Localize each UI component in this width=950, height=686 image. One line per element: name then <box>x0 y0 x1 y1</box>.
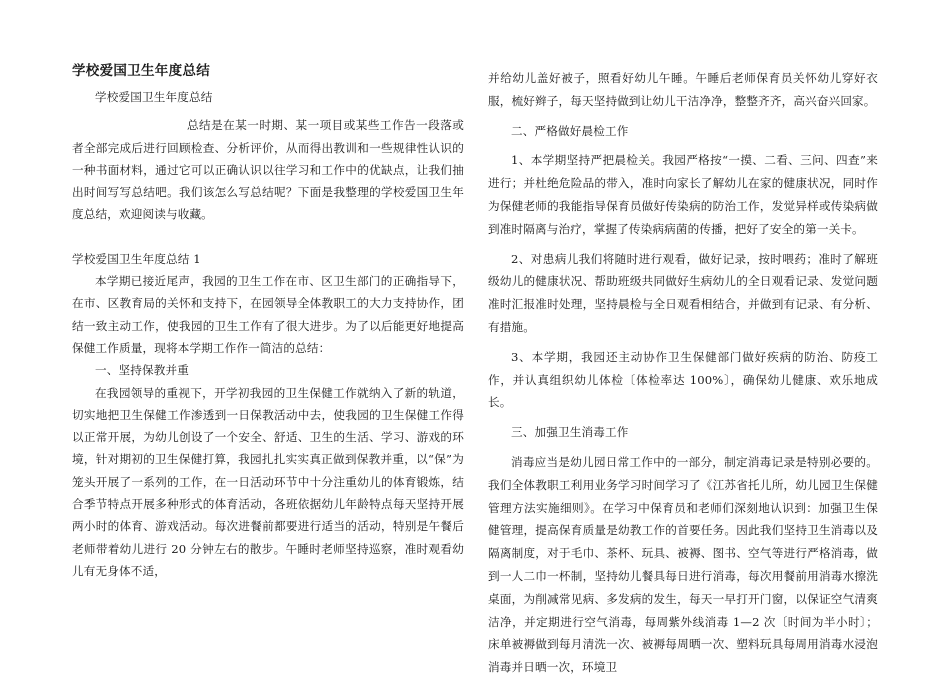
heading-2: 二、严格做好晨检工作 <box>511 123 629 138</box>
heading-1: 一、坚持保教并重 <box>95 363 189 378</box>
heading-3: 三、加强卫生消毒工作 <box>511 425 629 440</box>
paragraph-r4: 消毒应当是幼儿园日常工作中的一部分，制定消毒记录是特别必要的。我们全体教职工利用业务学习时间学习了《江苏省托儿所，幼儿园卫生保健管理方法实施细则》。在学习中保育员和老师们深刻地认识到：加强卫生保健管理，提高保育质量是幼教工作的首要任务。因此我们坚持卫生消毒以及隔离制度，对于毛巾、茶杯、玩具、被褥、图书、空气等进行严格消毒，做到一人二巾一杯制，坚持幼儿餐具每日进行消毒，每次用餐前用消毒水擦洗桌面，为削减常见病、多发病的发生，每天一早打开门窗，以保证空气清爽洁净，并定期进行空气消毒，每周紫外线消毒 1—2 次〔时间为半小时〕；床单被褥做到每月清洗一次、被褥每周晒一次、塑料玩具每周用消毒水浸泡消毒并日晒一次，环境卫 <box>488 454 878 675</box>
paragraph-r3: 3、本学期，我园还主动协作卫生保健部门做好疾病的防治、防疫工作，并认真组织幼儿体检〔体检率达 100%〕，确保幼儿健康、欢乐地成长。 <box>488 349 878 410</box>
paragraph-1: 本学期已接近尾声，我园的卫生工作在市、区卫生部门的正确指导下，在市、区教育局的关怀和支持下，在园领导全体教职工的大力支持协作，团结一致主动工作，使我园的卫生工作有了很大进步。为了以后能更好地提高保健工作质量，现将本学期工作作一简洁的总结： <box>72 274 464 355</box>
paragraph-r1: 1、本学期坚持严把晨检关。我园严格按“一摸、二看、三问、四查”来进行；并杜绝危险品的带入，准时向家长了解幼儿在家的健康状况，同时作为保健老师的我能指导保育员做好传染病的防治工作，发觉异样或传染病做到准时隔离与治疗，掌握了传染病病菌的传播，把好了安全的第一关卡。 <box>488 153 878 236</box>
right-column <box>488 67 878 686</box>
intro-paragraph: 总结是在某一时期、某一项目或某些工作告一段落或者全部完成后进行回顾检查、分析评价，从而得出教训和一些规律性认识的一种书面材料，通过它可以正确认识以往学习和工作中的优缺点，让我们抽出时间写写总结吧。我们该怎么写总结呢？下面是我整理的学校爱国卫生年度总结，欢迎阅读与收藏。 <box>72 118 464 222</box>
paragraph-2: 在我园领导的重视下，开学初我园的卫生保健工作就纳入了新的轨道，切实地把卫生保健工作渗透到一日保教活动中去，使我园的卫生保健工作得以正常开展，为幼儿创设了一个安全、舒适、卫生的生活、学习、游戏的环境，针对期初的卫生保健打算，我园扎扎实实真正做到保教并重，以“保”为笼头开展了一系列的工作，在一日活动环节中十分注重幼儿的体育锻炼，结合季节特点开展多种形式的体育活动，各班依据幼儿年龄特点每天坚持开展两小时的体育、游戏活动。每次进餐前都要进行适当的活动，特别是午餐后老师带着幼儿进行 20 分钟左右的散步。午睡时老师坚持巡察，准时观看幼儿有无身体不适， <box>72 385 464 578</box>
left-column <box>72 62 464 582</box>
section-heading: 学校爱国卫生年度总结 1 <box>72 251 201 266</box>
document-title: 学校爱国卫生年度总结 <box>72 63 210 79</box>
paragraph-r2: 2、对患病儿我们将随时进行观看，做好记录，按时喂药；准时了解班级幼儿的健康状况、帮助班级共同做好生病幼儿的全日观看记录、发觉问题准时汇报准时处理，坚持晨检与全日观看相结合，并做到有记录、有分析、有措施。 <box>488 251 878 334</box>
paragraph-continued: 并给幼儿盖好被子，照看好幼儿午睡。午睡后老师保育员关怀幼儿穿好衣服，梳好辫子，每天坚持做到让幼儿干洁净净，整整齐齐，高兴奋兴回家。 <box>488 71 878 108</box>
document-subtitle: 学校爱国卫生年度总结 <box>95 90 213 104</box>
